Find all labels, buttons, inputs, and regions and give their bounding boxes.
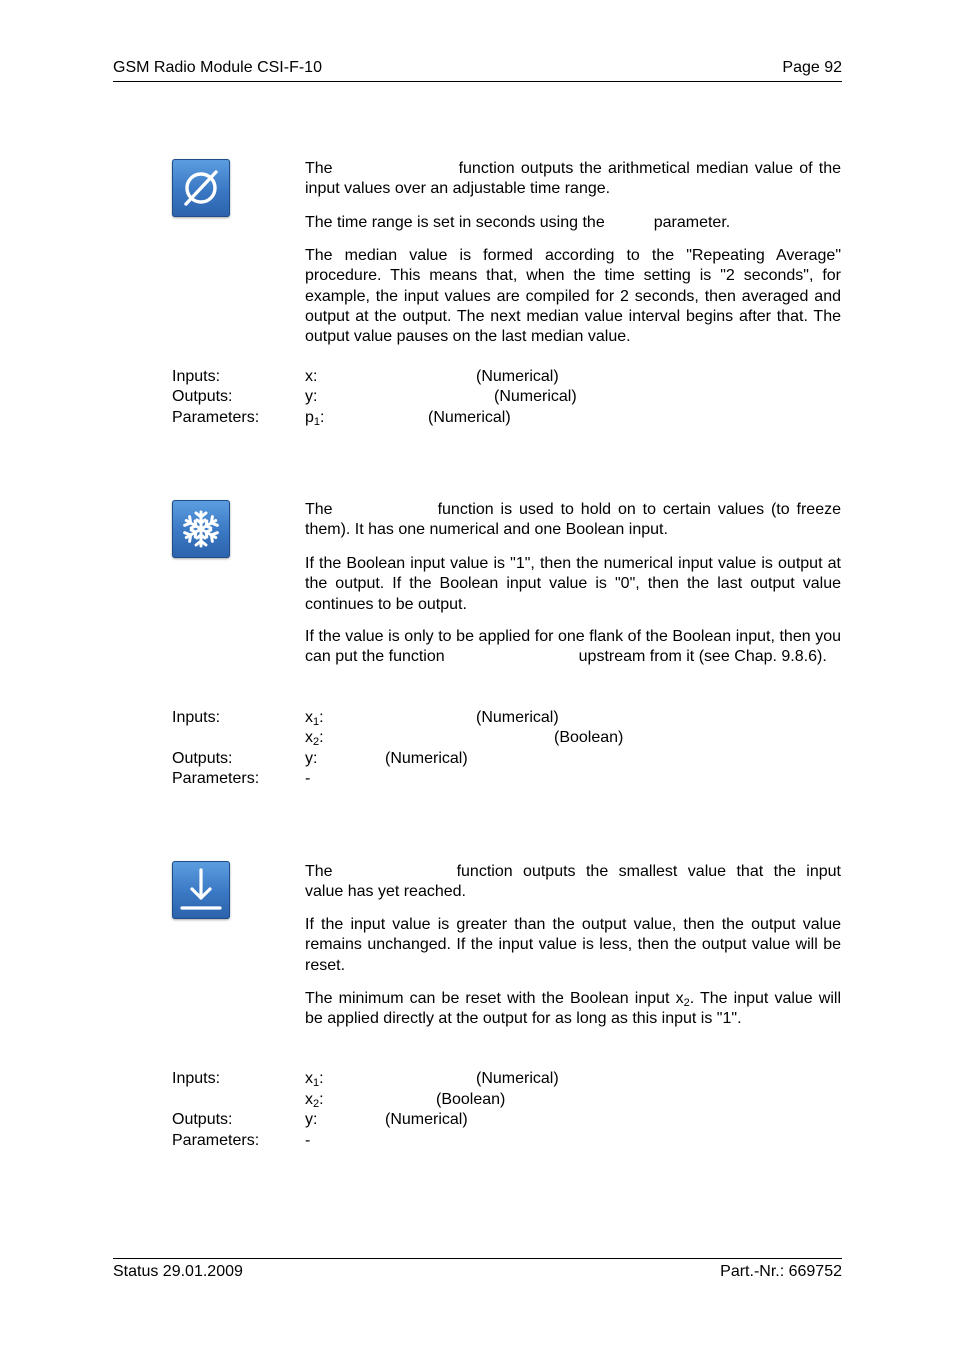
average-diameter-icon [172,159,230,217]
average-output-y-type: (Numerical) [494,388,577,405]
average-procedure-text: The median value is formed according to the "Repeating Average" procedure. This means that, when the time setting is "2 seconds", for example, the input values are compiled for 2 seconds, then averaged and output at the output. The next median value interval begins after that. The output value pauses on the last median value. [305,247,841,346]
minimum-input-x2: $x_2$: [305,1091,324,1110]
freeze-input-x2-type: (Boolean) [554,729,624,746]
average-inputs-label: Inputs: [172,368,221,385]
freeze-output-y: y: [305,750,318,767]
average-parameter-p1-type: (Numerical) [428,409,511,426]
average-description: The function outputs the arithmetical median value of the input values over an adjustable time range. [305,160,841,198]
freeze-input-x2: $x_2$: [305,729,324,748]
freeze-description: The function is used to hold on to certain values (to freeze them). It has one numerical and one Boolean input. [305,501,841,539]
average-parameters-label: Parameters: [172,409,260,426]
average-outputs-label: Outputs: [172,388,233,405]
minimum-boolean-reset-text: The minimum can be reset with the Boolean input $x_2$. The input value will be applied directly at the output for as long as this input is "1". [305,990,842,1028]
part-number: Part.-Nr.: 669752 [720,1263,842,1280]
average-parameter-p1: $p_1$: [305,409,325,428]
minimum-parameters-label: Parameters: [172,1132,260,1149]
average-output-y: y: [305,388,318,405]
status-date: Status 29.01.2009 [113,1263,243,1280]
freeze-boolean-text: If the Boolean input value is "1", then the numerical input value is output at the output. If the Boolean input value is "0", then the last output value continues to be output. [305,555,841,613]
arrow-down-to-line-icon [172,861,230,919]
freeze-output-y-type: (Numerical) [385,750,468,767]
minimum-description: The function outputs the smallest value that the input value has yet reached. [305,863,841,901]
minimum-input-x2-type: (Boolean) [436,1091,506,1108]
minimum-inputs-label: Inputs: [172,1070,221,1087]
minimum-outputs-label: Outputs: [172,1111,233,1128]
freeze-parameters-value: - [305,770,311,787]
page-number: Page 92 [782,59,842,76]
page-footer [113,1258,842,1280]
page-header [113,59,842,82]
freeze-input-x1-type: (Numerical) [476,709,559,726]
minimum-input-x1-type: (Numerical) [476,1070,559,1087]
freeze-input-x1: $x_1$: [305,709,324,728]
minimum-input-x1: $x_1$: [305,1070,324,1089]
freeze-outputs-label: Outputs: [172,750,233,767]
snowflake-icon [172,500,230,558]
average-time-range-text: The time range is set in seconds using the parameter. [305,214,731,231]
document-title: GSM Radio Module CSI-F-10 [113,59,322,76]
minimum-reset-condition-text: If the input value is greater than the output value, then the output value remains unchanged. If the input value is less, then the output value will be reset. [305,916,841,974]
average-input-x-type: (Numerical) [476,368,559,385]
minimum-output-y: y: [305,1111,318,1128]
freeze-inputs-label: Inputs: [172,709,221,726]
freeze-parameters-label: Parameters: [172,770,260,787]
minimum-parameters-value: - [305,1132,311,1149]
average-input-x: x: [305,368,318,385]
freeze-flank-text: If the value is only to be applied for one flank of the Boolean input, then you can put the function upstream from it (see Chap. 9.8.6). [305,628,841,666]
minimum-output-y-type: (Numerical) [385,1111,468,1128]
